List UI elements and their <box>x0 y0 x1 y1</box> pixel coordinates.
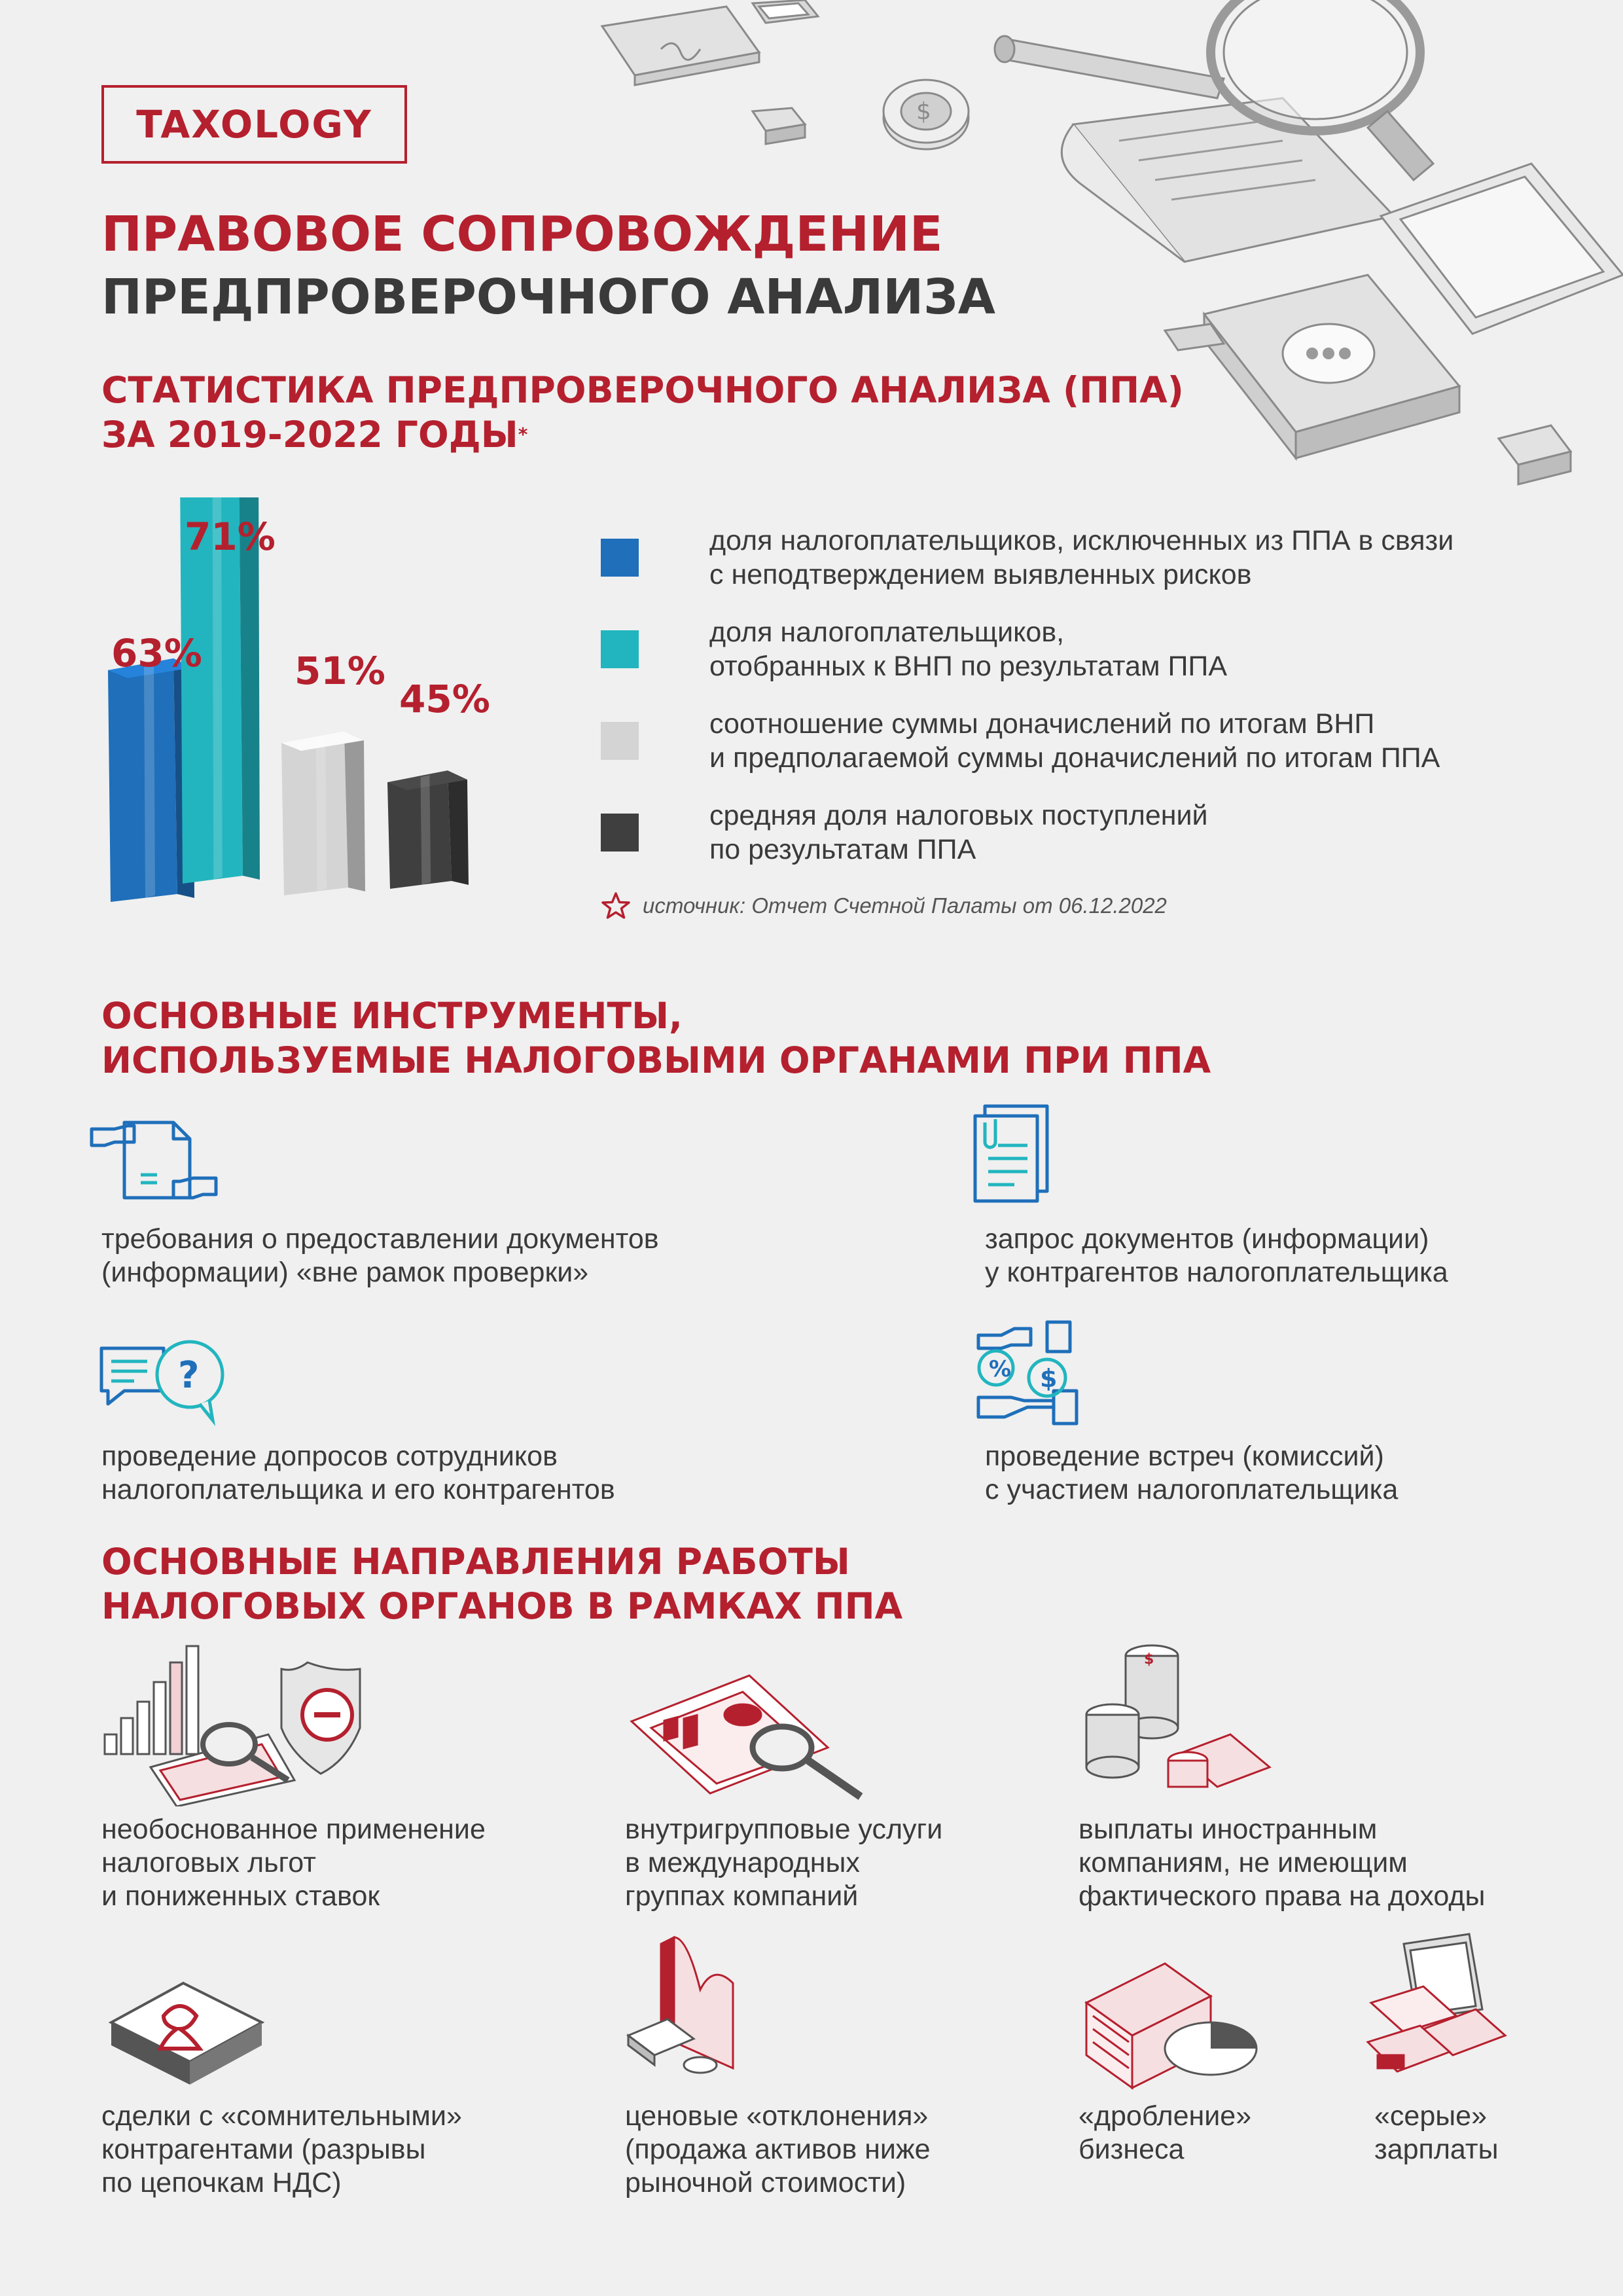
direction-text-7: «серые» зарплаты <box>1374 2100 1499 2165</box>
svg-text:$: $ <box>916 98 931 125</box>
legend-item-4 <box>601 798 1208 867</box>
coins-stack-icon <box>1080 1636 1276 1793</box>
legend-swatch <box>601 814 639 852</box>
bar-3 <box>281 731 365 895</box>
stats-heading-line2 <box>101 412 527 457</box>
bar-label-2: 71% <box>185 514 276 559</box>
legend-label: доля налогоплательщиков, исключенных из ППА в связи с неподтверждением выявленных рисков <box>709 525 1454 590</box>
page-title-line1: ПРАВОВОЕ СОПРОВОЖДЕНИЕ <box>101 206 943 262</box>
legend-label: доля налогоплательщиков, отобранных к ВНП по результатам ППА <box>709 617 1228 682</box>
direction-text-3: выплаты иностранным компаниям, не имеющим фактического права на доходы <box>1079 1814 1486 1912</box>
suspicious-user-icon <box>105 1977 268 2088</box>
svg-text:?: ? <box>178 1354 200 1397</box>
tool-text-4: проведение встреч (комиссий) с участием налогоплательщика <box>985 1441 1399 1505</box>
legend-item-1 <box>601 524 1454 592</box>
documents-request-icon <box>969 1100 1060 1204</box>
meeting-money-icon <box>975 1319 1086 1427</box>
tool-text-1: требования о предоставлении документов (информации) «вне рамок проверки» <box>101 1223 659 1288</box>
star-icon <box>601 891 631 920</box>
legend-item-3 <box>601 707 1440 775</box>
chart-legend <box>601 524 1569 877</box>
bar-4 <box>387 770 469 889</box>
bar-label-3: 51% <box>294 649 385 693</box>
footnote-mark: * <box>518 423 528 445</box>
svg-text:$: $ <box>1040 1364 1058 1393</box>
tool-text-3: проведение допросов сотрудников налогоплательщика и его контрагентов <box>101 1441 615 1505</box>
legend-swatch <box>601 539 639 577</box>
direction-text-4: сделки с «сомнительными» контрагентами (разрывы по цепочкам НДС) <box>101 2100 462 2198</box>
direction-text-2: внутригрупповые услуги в международных группах компаний <box>625 1814 943 1912</box>
source-text: источник: Отчет Счетной Палаты от 06.12.2022 <box>643 893 1167 918</box>
document-magnifier-icon <box>625 1662 874 1806</box>
direction-text-1: необоснованное применение налоговых льгот и пониженных ставок <box>101 1814 486 1912</box>
page-title-line2: ПРЕДПРОВЕРОЧНОГО АНАЛИЗА <box>101 269 995 325</box>
stats-heading-line1: СТАТИСТИКА ПРЕДПРОВЕРОЧНОГО АНАЛИЗА (ППА) <box>101 369 1184 411</box>
phone-cards-icon <box>1364 1931 1508 2088</box>
legend-swatch <box>601 722 639 760</box>
tool-text-2: запрос документов (информации) у контрагентов налогоплательщика <box>985 1223 1448 1288</box>
tools-heading-line1: ОСНОВНЫЕ ИНСТРУМЕНТЫ, <box>101 995 683 1037</box>
legend-label: соотношение суммы доначислений по итогам ВНП и предполагаемой суммы доначислений по итогам ППА <box>709 708 1440 774</box>
bar-label-1: 63% <box>111 631 202 675</box>
svg-text:$: $ <box>1144 1651 1154 1668</box>
directions-heading-line1: ОСНОВНЫЕ НАПРАВЛЕНИЯ РАБОТЫ <box>101 1541 850 1583</box>
stats-heading-years: ЗА 2019-2022 ГОДЫ <box>101 414 518 456</box>
direction-text-6: «дробление» бизнеса <box>1079 2100 1252 2165</box>
source-note <box>601 891 1167 920</box>
bar-chart <box>92 497 524 916</box>
svg-text:%: % <box>989 1356 1012 1382</box>
brand-name: TAXOLOGY <box>136 102 372 147</box>
brand-logo <box>101 85 407 164</box>
bar-label-4: 45% <box>399 677 490 721</box>
tools-heading-line2: ИСПОЛЬЗУЕМЫЕ НАЛОГОВЫМИ ОРГАНАМИ ПРИ ППА <box>101 1039 1211 1081</box>
legend-label: средняя доля налоговых поступлений по результатам ППА <box>709 800 1208 865</box>
directions-heading-line2: НАЛОГОВЫХ ОРГАНОВ В РАМКАХ ППА <box>101 1585 903 1627</box>
briefcase-pie-icon <box>1080 1950 1263 2094</box>
question-chat-icon <box>98 1335 229 1427</box>
legend-swatch <box>601 630 639 668</box>
legend-item-2 <box>601 615 1227 683</box>
price-deviation-icon <box>622 1924 772 2088</box>
chart-shield-magnifier-icon <box>98 1636 386 1806</box>
document-exchange-icon <box>88 1109 219 1208</box>
direction-text-5: ценовые «отклонения» (продажа активов ниже рыночной стоимости) <box>625 2100 931 2198</box>
